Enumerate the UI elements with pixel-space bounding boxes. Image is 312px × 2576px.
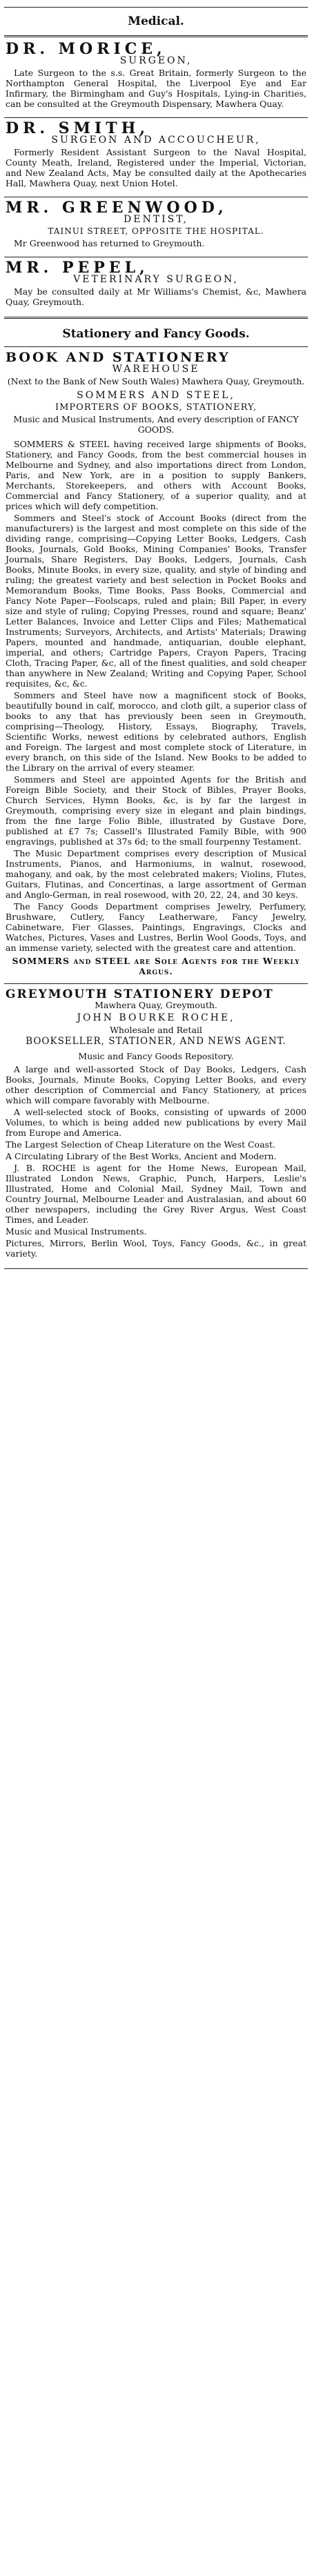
- ad-mr-greenwood: [4, 200, 308, 254]
- newspaper-page: [4, 0, 308, 1269]
- section-rule: [4, 317, 308, 319]
- ad-body: Mr Greenwood has returned to Greymouth.: [14, 238, 205, 248]
- ad-paragraph: J. B. ROCHE is agent for the Home News, European Mail, Illustrated London News, Graphic, Punch, Harpers, Leslie's Illustrated, Home and Colonial Mail, Sydney Mail, Town and Country Journal, Melbourne Leader and Australasian, and about 60 other newspapers, including the Grey River Argus, West Coast Times, and Leader.: [6, 1163, 306, 1225]
- ad-title: VETERINARY SURGEON,: [73, 274, 239, 285]
- ad-paragraph: Pictures, Mirrors, Berlin Wool, Toys, Fancy Goods, &c., in great variety.: [6, 1238, 306, 1259]
- section-heading-stationery: Stationery and Fancy Goods.: [62, 327, 250, 341]
- ad-paragraph: Sommers and Steel are appointed Agents for the British and Foreign Bible Society, and their Stock of Bibles, Prayer Books, Church Services, Hymn Books, &c, is by far the largest in Greymouth, comprising every size in elegant and plain bindings, from the fine large Folio Bible, illustrated by Gustave Dore, published at £7 7s; Cassell's Illustrated Family Bible, with 900 engravings, published at 37s 6d; to the small fourpenny Testament.: [6, 774, 306, 847]
- bottom-rule: [4, 1268, 308, 1269]
- ad-paragraph: Sommers and Steel have now a magnificent stock of Books, beautifully bound in calf, morocco, and cloth gilt, a superior class of books to any that has previously been seen in Greymouth, comprising—Theology, History, Essays, Biography, Travels, Scientific Works, newest editions by celebrated authors, English and Foreign. The largest and most complete stock of Literature, in every branch, on this side of the Island. New Books to be added to the Library on the arrival of every steamer.: [6, 690, 306, 773]
- ad-paragraph: A Circulating Library of the Best Works, Ancient and Modern.: [6, 1151, 277, 1161]
- ad-mr-pepel: [4, 260, 308, 313]
- ad-dr-morice: [4, 41, 308, 115]
- ad-owner: JOHN BOURKE ROCHE,: [77, 1012, 235, 1023]
- ad-body: Late Surgeon to the s.s. Great Britain, formerly Surgeon to the Northampton General Hospital, the Liverpool Eye and Ear Infirmary, the Birmingham and Guy's Hospitals, Lying-in Charities, can be consulted at the Greymouth Dispensary, Mawhera Quay.: [6, 68, 306, 109]
- ad-trade: BOOKSELLER, STATIONER, AND NEWS AGENT.: [26, 1036, 286, 1047]
- ad-title: SURGEON,: [119, 55, 193, 66]
- ad-paragraph: The Music Department comprises every description of Musical Instruments, Pianos, and Harmoniums, in walnut, rosewood, mahogany, and oak, by the most celebrated makers; Violins, Flutes, Guitars, Flutinas, and Concertinas, a large assortment of German and Anglo-German, in real rosewood, with 20, 22, 24, and 30 keys.: [6, 848, 306, 900]
- ad-warehouse: WAREHOUSE: [112, 364, 200, 375]
- ad-title: SURGEON AND ACCOUCHEUR,: [51, 135, 261, 146]
- section-heading-medical: Medical.: [128, 14, 184, 28]
- ad-sommers-steel: [4, 350, 308, 981]
- ad-paragraph: Sommers and Steel's stock of Account Books (direct from the manufacturers) is the largest and most complete on this side of the dividing range, comprising—Copying Letter Books, Ledgers, Cash Books, Journals, Gold Books, Mining Companies' Books, Transfer Journals, Share Registers, Day Books, Ledgers, Journals, Cash Books, Minute Books, in every size, quality, and style of binding and ruling; the greatest variety and best selection in Pocket Books and Memorandum Books, Time Books, Pass Books, Commercial and Fancy Note Paper—Foolscaps, ruled and plain; Bill Paper, in every size and style of ruling; Copying Presses, round and square; Beanz' Letter Balances, Invoice and Letter Clips and Files; Mathematical Instruments; Surveyors, Architects, and Artists' Materials; Drawing Papers, mounted and handmade, antiquarian, double elephant, imperial, and others; Cartridge Papers, Crayon Papers, Tracing Cloth, Tracing Paper, &c, all of the finest qualities, and sold cheaper than anywhere in New Zealand; Writing and Copying Paper, School requisites, &c, &c.: [6, 513, 306, 689]
- ad-headline: GREYMOUTH STATIONERY DEPOT: [6, 987, 274, 1001]
- ad-firm: SOMMERS AND STEEL,: [77, 390, 235, 401]
- ad-repository: Music and Fancy Goods Repository.: [78, 1051, 234, 1061]
- ad-owner-sub: Wholesale and Retail: [110, 1025, 202, 1035]
- ad-location: Mawhera Quay, Greymouth.: [95, 1000, 217, 1010]
- ad-divider: [4, 983, 308, 984]
- ad-dr-smith: [4, 121, 308, 194]
- ad-headline: BOOK AND STATIONERY: [6, 350, 231, 365]
- ad-body: Formerly Resident Assistant Surgeon to the Naval Hospital, County Meath, Ireland, Registered under the Imperial, Victorian, and New Zealand Acts, May be consulted daily at the Apothecaries Hall, Mawhera Quay, next Union Hotel.: [6, 147, 306, 188]
- ad-paragraph: The Largest Selection of Cheap Literature on the West Coast.: [6, 1139, 275, 1150]
- ad-greymouth-depot: [4, 987, 308, 1264]
- ad-title: DENTIST,: [124, 214, 188, 225]
- top-rule: [4, 7, 308, 8]
- ad-paragraph: A well-selected stock of Books, consisting of upwards of 2000 Volumes, to which is being added new publications by every Mail from Europe and America.: [6, 1107, 306, 1138]
- ad-address: TAINUI STREET, OPPOSITE THE HOSPITAL.: [48, 226, 264, 236]
- ad-name: MR. GREENWOOD,: [6, 199, 228, 217]
- ad-paragraph: SOMMERS & STEEL having received large shipments of Books, Stationery, and Fancy Goods, from the best commercial houses in Melbourne and Sydney, and also importations direct from London, Paris, and New York, are in a position to supply Bankers, Merchants, Storekeepers, and others with Account Books, Commercial and Fancy Stationery, of a superior quality, and at prices which will defy competition.: [6, 439, 306, 511]
- ad-name: DR. MORICE,: [6, 40, 166, 58]
- ad-firm-sub: Music and Musical Instruments, And every description of FANCY GOODS.: [13, 414, 299, 435]
- section-rule: [4, 35, 308, 37]
- ad-paragraph: A large and well-assorted Stock of Day Books, Ledgers, Cash Books, Journals, Minute Books, Copying Letter Books, and every other description of Commercial and Fancy Stationery, at prices which will compare favorably with Melbourne.: [6, 1064, 306, 1105]
- ad-paragraph: The Fancy Goods Department comprises Jewelry, Perfumery, Brushware, Cutlery, Fancy Leatherware, Fancy Jewelry, Cabinetware, Fier Glasses, Paintings, Engravings, Clocks and Watches, Pictures, Vases and Lustres, Berlin Wool Goods, Toys, and an immense variety, selected with the greatest care and attention.: [6, 901, 306, 953]
- ad-closing: SOMMERS and STEEL are Sole Agents for the Weekly Argus.: [12, 956, 300, 976]
- ad-location: (Next to the Bank of New South Wales) Mawhera Quay, Greymouth.: [7, 376, 305, 386]
- ad-body: May be consulted daily at Mr Williams's Chemist, &c, Mawhera Quay, Greymouth.: [6, 286, 306, 307]
- ad-firm-title: IMPORTERS OF BOOKS, STATIONERY,: [55, 402, 257, 413]
- ad-paragraph: Music and Musical Instruments.: [6, 1226, 147, 1237]
- ad-name: MR. PEPEL,: [6, 259, 149, 277]
- ad-name: DR. SMITH,: [6, 119, 150, 137]
- ad-divider: [4, 117, 308, 118]
- section-rule: [4, 346, 308, 347]
